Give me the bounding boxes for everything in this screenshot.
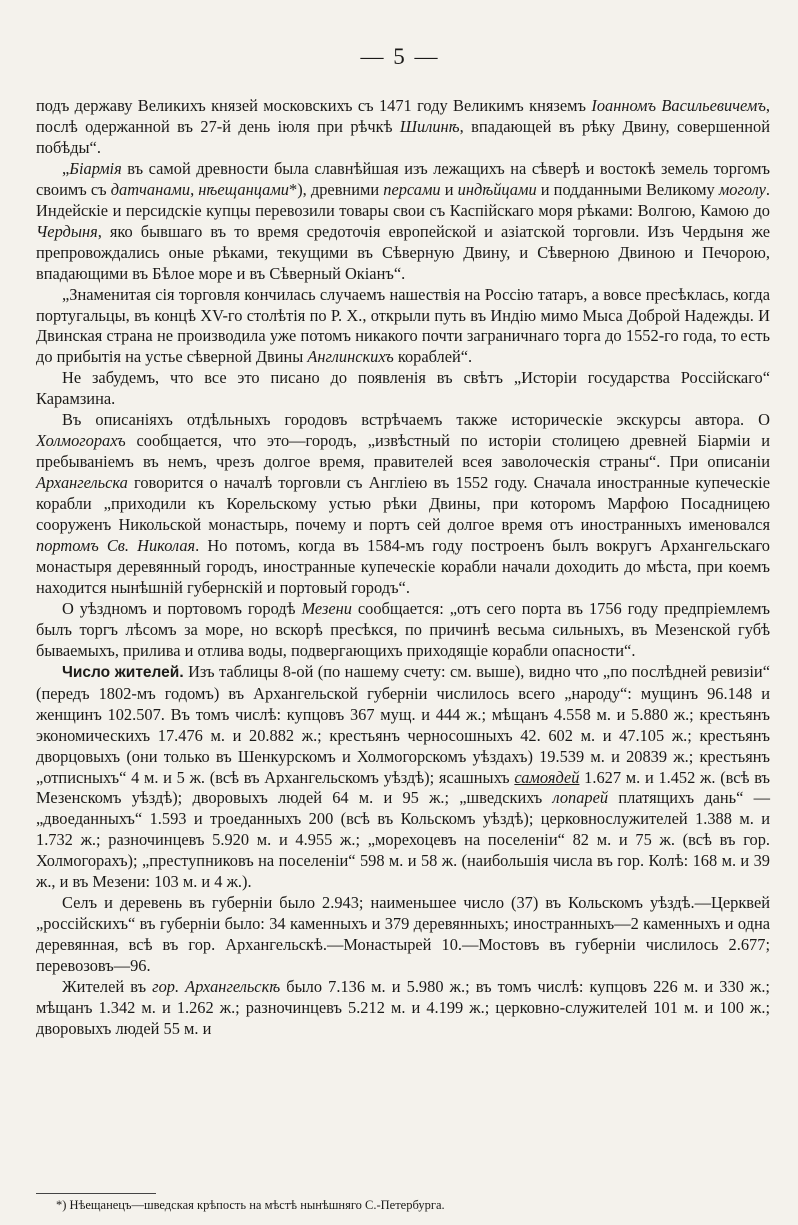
text-run: . Но потомъ, когда въ 1584-мъ году построенъ былъ вокругъ Архангельскаго монастыря деревянный городъ, иностранные купеческіе корабли начали доходить до мѣста, при коемъ находится нынѣшній губернскій и портовый городъ“.: [36, 536, 770, 597]
paragraph: [36, 285, 770, 369]
italic-text: персами: [383, 179, 441, 199]
italic-text: Мезени: [301, 598, 352, 618]
text-run: „Знаменитая сія торговля кончилась случаемъ нашествія на Россію татаръ, а вовсе пресѣклась, когда португальцы, въ концѣ XV-го столѣтія по Р. Х., открыли путь въ Индію мимо Мыса Доброй Надежды. И Двинская страна не производила уже потомъ никакого почти заграничнаго торга до 1552-го года, то есть до прибытія на устье сѣверной Двины: [36, 284, 770, 367]
text-run: *), древними: [289, 179, 384, 199]
text-run: Изъ таблицы 8-ой (по нашему счету: см. выше), видно что „по послѣдней ревизіи“ (передъ 1802-мъ годомъ) въ Архангельской губерніи числилось всего „народу“: мущинъ 96.148 и женщинъ 102.507. Въ томъ числѣ: купцовъ 367 мущ. и 444 ж.; мѣщанъ 4.558 м. и 5.880 ж.; крестьянъ экономическихъ 17.476 м. и 20.882 ж.; крестьянъ черносошныхъ 42. 602 м. и 47.105 ж.; крестьянъ дворцовыхъ (они только въ Шенкурскомъ и Холмогорскомъ уѣздахъ) 19.539 м. и 20839 ж.; крестьянъ „отписныхъ“ 4 м. и 5 ж. (всѣ въ Архангельскомъ уѣздѣ); ясашныхъ: [36, 661, 770, 787]
italic-text: Чердыня: [36, 221, 98, 241]
paragraph: [36, 159, 770, 285]
paragraph: [36, 96, 770, 159]
text-run: въ самой древности была славнѣйшая изъ лежащихъ на сѣверѣ и востокѣ земель торгомъ своимъ съ: [36, 158, 770, 199]
text-run: , яко бывшаго въ то время средоточія европейской и азіатской торговли. Изъ Чердыня же препровождались оные рѣками, текущими въ Сѣверную Двину, и Сѣверною Двиною и Печорою, впадающими въ Бѣлое море и въ Сѣверный Окіанъ“.: [36, 221, 770, 283]
text-run: ,: [190, 179, 199, 199]
paragraph: [36, 410, 770, 599]
footnote: *) Нѣещанецъ—шведская крѣпость на мѣстѣ нынѣшняго С.-Петербурга.: [56, 1198, 445, 1212]
italic-text: гор. Архангельскѣ: [152, 977, 281, 997]
italic-text: нѣещанцами: [198, 179, 289, 199]
text-run: и: [440, 179, 458, 199]
text-run: кораблей“.: [393, 347, 473, 367]
italic-text: самоядей: [514, 767, 580, 787]
italic-text: Архангельска: [36, 473, 128, 493]
text-run: „: [62, 158, 70, 178]
document-page: [30, 0, 770, 1225]
text-run: платящихъ дань“ —„двоеданныхъ“ 1.593 и троеданныхъ 200 (всѣ въ Кольскомъ уѣздѣ); церковнослужителей 1.388 м. и 1.732 ж.; разночинцевъ 5.920 м. и 4.955 ж.; „морехоцевъ на поселеніи“ 82 м. и 75 ж. (всѣ въ гор. Холмогорахъ); „преступниковъ на поселеніи“ 598 м. и 58 ж. (наибольшія числа въ гор. Колѣ: 168 м. и 39 ж., и въ Мезени: 103 м. и 4 ж.).: [36, 788, 771, 892]
italic-text: Біармія: [69, 158, 122, 178]
page-number: — 5 —: [360, 44, 440, 69]
italic-text: Шилинѣ: [399, 116, 460, 136]
footnote-divider: [36, 1193, 156, 1194]
paragraph: [36, 599, 770, 662]
text-run: . Индейскіе и персидскіе купцы перевозили товары свои съ Каспійскаго моря рѣками: Волгою, Камою до: [36, 179, 770, 220]
italic-text: портомъ Св. Николая: [36, 536, 196, 556]
text-run: 1.627 м. и 1.452 ж. (всѣ въ Мезенскомъ уѣздѣ); дворовыхъ людей 64 м. и 95 ж.; „шведскихъ: [36, 767, 770, 808]
italic-text: Холмогорахъ: [36, 431, 126, 451]
text-run: подъ державу Великихъ князей московскихъ съ 1471 году Великимъ княземъ: [36, 96, 592, 115]
paragraph: [36, 893, 770, 977]
text-run: О уѣздномъ и портовомъ городѣ: [62, 598, 302, 618]
italic-text: индѣйцами: [457, 179, 537, 199]
italic-text: Англинскихъ: [307, 347, 394, 367]
italic-text: лопарей: [552, 788, 609, 808]
text-run: сообщается, что это—городъ, „извѣстный по исторіи столицею древней Біарміи и пребываніемъ въ немъ, чрезъ долгое время, правителей всея заволоческія страны“. При описаніи: [36, 431, 770, 472]
paragraph: [36, 662, 770, 893]
text-run: Жителей въ: [62, 977, 153, 997]
italic-text: моголу: [718, 179, 766, 199]
body-text: [36, 96, 770, 1040]
text-run: Не забудемъ, что все это писано до появленія въ свѣтъ „Исторіи государства Россійскаго“ Карамзина.: [36, 368, 770, 409]
text-run: , впадающей въ рѣку Двину, совершенной побѣды“.: [36, 116, 770, 157]
text-run: Въ описаніяхъ отдѣльныхъ городовъ встрѣчаемъ также историческіе экскурсы автора. О: [62, 410, 770, 430]
text-run: сообщается: „отъ сего порта въ 1756 году предпріемлемъ былъ торгъ лѣсомъ за море, но вскорѣ пресѣкся, по причинѣ весьма сильныхъ, въ Мезенской губѣ бываемыхъ, прилива и отлива воды, подвергающихъ приходящіе корабли опасности“.: [36, 598, 770, 660]
text-run: и подданными Великому: [536, 179, 719, 199]
text-run: , послѣ одержанной въ 27-й день іюля при рѣчкѣ: [36, 96, 770, 136]
section-heading: Число жителей.: [62, 663, 184, 681]
text-run: Селъ и деревень въ губерніи было 2.943; наименьшее число (37) въ Кольскомъ уѣздѣ.—Церквей „россійскихъ“ въ губерніи было: 34 каменныхъ и 379 деревянныхъ; иностранныхъ—2 каменныхъ и одна деревянная, всѣ въ гор. Архангельскѣ.—Монастырей 10.—Мостовъ въ губерніи числилось 2.677; перевозовъ—96.: [36, 893, 770, 976]
italic-text: Іоанномъ Васильевичемъ: [591, 96, 766, 115]
paragraph: [36, 977, 770, 1040]
text-run: было 7.136 м. и 5.980 ж.; въ томъ числѣ: купцовъ 226 м. и 330 ж.; мѣщанъ 1.342 м. и 1.262 ж.; разночинцевъ 5.212 м. и 4.199 ж.; церковно-служителей 101 м. и 100 ж.; дворовыхъ людей 55 м. и: [36, 977, 770, 1038]
italic-text: датчанами: [110, 179, 191, 199]
paragraph: [36, 368, 770, 410]
text-run: говорится о началѣ торговли съ Англіею въ 1552 году. Сначала иностранные купеческіе корабли „приходили къ Корельскому устью рѣки Двины, при которомъ Марфою Посадницею сооруженъ Никольской монастырь, почему и портъ сей долгое время отъ иностранныхъ именовался: [36, 473, 770, 535]
